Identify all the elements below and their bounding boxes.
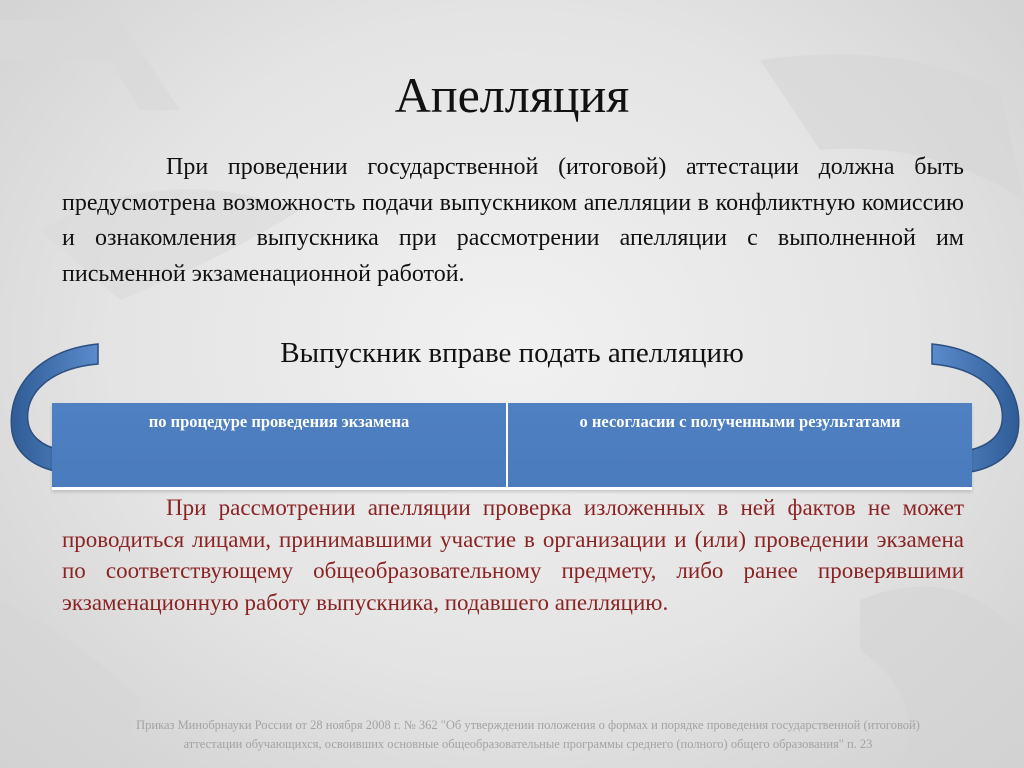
appeal-types-table xyxy=(52,403,972,490)
footer-line-2: аттестации обучающихся, освоивших основные общеобразовательные программы среднего (полного) общего образования" п. 23 xyxy=(183,737,873,751)
slide-title: Апелляция xyxy=(394,67,630,123)
table-cell-procedure: по процедуре проведения экзамена xyxy=(52,403,508,487)
footer-line-1: Приказ Минобрнауки России от 28 ноября 2008 г. № 362 "Об утверждении положения о формах и порядке проведения государственной (итоговой) xyxy=(136,718,920,732)
table-cell-results: о несогласии с полученными результатами xyxy=(508,403,972,487)
main-paragraph: При проведении государственной (итоговой) аттестации должна быть предусмотрена возможность подачи выпускником апелляции в конфликтную комиссию и ознакомления выпускника при рассмотрении апелляции с выполненной им письменной экзаменационной работой. xyxy=(62,154,964,287)
footer-citation xyxy=(40,716,1016,754)
note-paragraph: При рассмотрении апелляции проверка изложенных в ней фактов не может проводиться лицами, принимавшими участие в организации и (или) проведении экзамена по соответствующему общеобразовательному предмету, либо ранее проверявшими экзаменационную работу выпускника, подавшего апелляцию. xyxy=(62,495,964,615)
subheading: Выпускник вправе подать апелляцию xyxy=(280,337,744,369)
